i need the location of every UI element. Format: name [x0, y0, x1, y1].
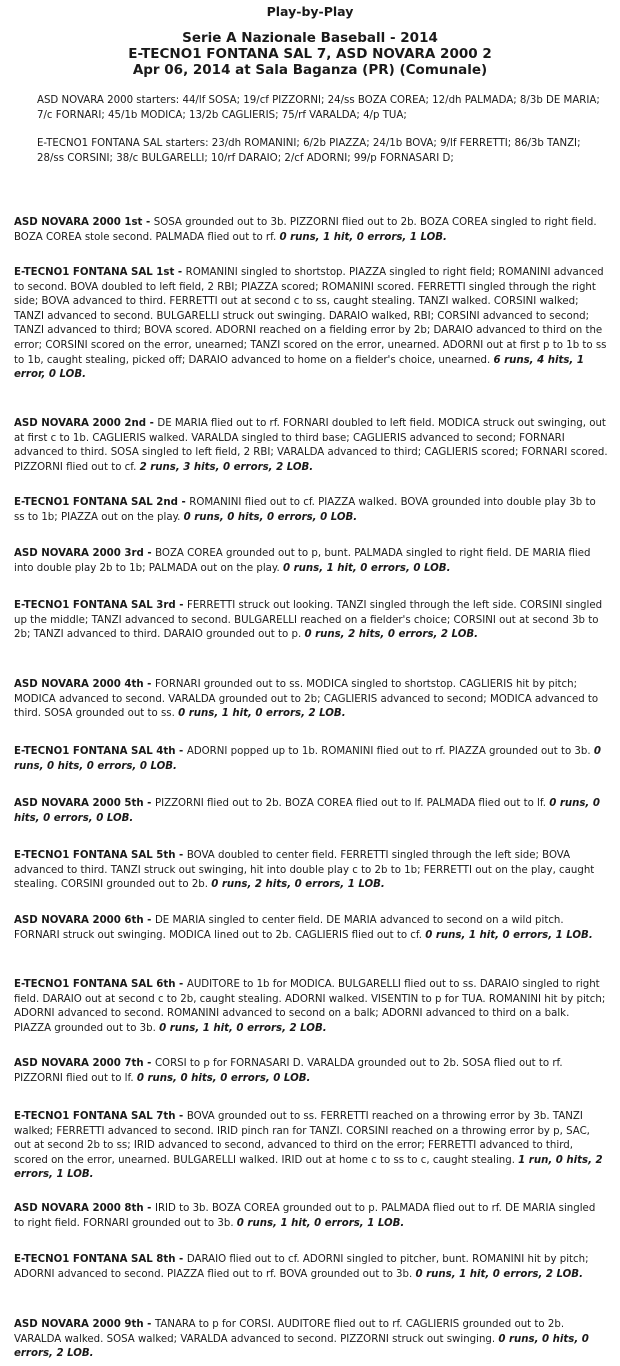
inning-plays: AUDITORE to 1b for MODICA. BULGARELLI flied out to ss. DARAIO singled to right field. DARAIO out at second c to 2b, caught stealing. ADORNI walked. VISENTIN to p for TUA. ROMANINI hit by pitch; ADORNI advanced to second. ROMANINI advanced to second on a balk; ADORNI advanced to third on a balk. PIAZZA grounded out to 3b.: [14, 979, 606, 1034]
inning-plays: ROMANINI singled to shortstop. PIAZZA singled to right field; ROMANINI advanced to second. BOVA doubled to left field, 2 RBI; PIAZZA scored; ROMANINI scored. FERRETTI singled through the right side; BOVA advanced to third. FERRETTI out at second c to ss, caught stealing. TANZI walked. CORSINI walked; TANZI advanced to second. BULGARELLI struck out swinging. DARAIO walked, RBI; CORSINI advanced to second; TANZI advanced to third; BOVA scored. ADORNI reached on a fielding error by 2b; DARAIO advanced to third on the error; CORSINI scored on the error, unearned; TANZI scored on the error, unearned. ADORNI out at first p to 1b to ss to 1b, caught stealing, picked off; DARAIO advanced to home on a fielder's choice, unearned.: [14, 267, 607, 366]
inning-separator: -: [175, 600, 188, 611]
inning-plays: CORSI to p for FORNASARI D. VARALDA grounded out to 2b. SOSA flied out to rf. PIZZORNI flied out to lf.: [14, 1058, 563, 1084]
inning-team-label: E-TECNO1 FONTANA SAL 1st: [14, 267, 175, 278]
inning-plays: BOZA COREA grounded out to p, bunt. PALMADA singled to right field. DE MARIA flied into double play 2b to 1b; PALMADA out on the play.: [14, 548, 591, 574]
inning-separator: -: [143, 548, 156, 559]
inning-team-label: ASD NOVARA 2000 8th: [14, 1203, 144, 1214]
game-date-venue: Apr 06, 2014 at Sala Baganza (PR) (Comunale): [132, 62, 488, 78]
inning-summary: 2 runs, 3 hits, 0 errors, 2 LOB.: [139, 461, 314, 473]
inning-team-label: E-TECNO1 FONTANA SAL 3rd: [14, 600, 176, 611]
inning-paragraph: [14, 849, 608, 893]
inning-paragraph: [14, 547, 608, 576]
starters-section: [37, 94, 600, 166]
inning-paragraph: [14, 1110, 608, 1183]
inning-summary: 0 runs, 1 hit, 0 errors, 2 LOB.: [178, 708, 346, 720]
inning-paragraph: [14, 1202, 608, 1231]
inning-separator: -: [175, 850, 187, 861]
inning-summary: 0 runs, 0 hits, 0 errors, 0 LOB.: [183, 511, 358, 523]
inning-summary: 0 runs, 2 hits, 0 errors, 1 LOB.: [211, 879, 385, 891]
inning-team-label: E-TECNO1 FONTANA SAL 5th: [14, 850, 176, 861]
inning-paragraph: [14, 1318, 608, 1362]
inning-separator: -: [146, 418, 158, 429]
inning-plays: DARAIO flied out to cf. ADORNI singled to pitcher, bunt. ROMANINI hit by pitch; ADORNI advanced to second. PIAZZA flied out to rf. BOVA grounded out to 3b.: [14, 1254, 589, 1280]
inning-summary: 0 runs, 0 hits, 0 errors, 2 LOB.: [14, 1333, 589, 1360]
inning-team-label: ASD NOVARA 2000 2nd: [14, 418, 147, 429]
inning-separator: -: [143, 915, 155, 926]
inning-plays: ADORNI popped up to 1b. ROMANINI flied out to rf. PIAZZA grounded out to 3b.: [186, 746, 594, 757]
inning-paragraph: [14, 1057, 608, 1086]
inning-separator: -: [143, 679, 155, 690]
inning-paragraph: [14, 745, 608, 774]
inning-plays: BOVA doubled to center field. FERRETTI singled through the left side; BOVA advanced to third. TANZI struck out swinging, hit into double play c to 2b to 1b; FERRETTI out on the play, caught stealing. CORSINI grounded out to 2b.: [14, 850, 595, 891]
inning-paragraph: [14, 678, 608, 722]
inning-team-label: ASD NOVARA 2000 5th: [14, 798, 144, 809]
page-title: Play-by-Play: [266, 4, 354, 19]
inning-summary: 0 runs, 1 hit, 0 errors, 1 LOB.: [279, 231, 447, 243]
inning-paragraph: [14, 417, 608, 475]
inning-summary: 0 runs, 1 hit, 0 errors, 2 LOB.: [415, 1268, 583, 1280]
inning-team-label: E-TECNO1 FONTANA SAL 2nd: [14, 497, 178, 508]
league-title: Serie A Nazionale Baseball - 2014: [182, 30, 438, 46]
inning-summary: 0 runs, 1 hit, 0 errors, 2 LOB.: [159, 1022, 327, 1034]
inning-plays: DE MARIA flied out to rf. FORNARI doubled to left field. MODICA struck out swinging, out at first c to 1b. CAGLIERIS walked. VARALDA singled to third base; CAGLIERIS advanced to second; FORNARI advanced to third. SOSA singled to left field, 2 RBI; VARALDA advanced to third; CAGLIERIS scored; FORNARI scored. PIZZORNI flied out to cf.: [14, 418, 608, 473]
inning-team-label: ASD NOVARA 2000 3rd: [14, 548, 144, 559]
inning-plays: FORNARI grounded out to ss. MODICA singled to shortstop. CAGLIERIS hit by pitch; MODICA advanced to second. VARALDA grounded out to 2b; CAGLIERIS advanced to second; MODICA advanced to third. SOSA grounded out to ss.: [14, 679, 599, 720]
home-starters: E-TECNO1 FONTANA SAL starters: 23/dh ROMANINI; 6/2b PIAZZA; 24/1b BOVA; 9/lf FERRETTI; 86/3b TANZI; 28/ss CORSINI; 38/c BULGARELLI; 10/rf DARAIO; 2/cf ADORNI; 99/p FORNASARI D;: [37, 138, 581, 164]
inning-summary: 1 run, 0 hits, 2 errors, 1 LOB.: [14, 1154, 603, 1181]
inning-team-label: ASD NOVARA 2000 9th: [14, 1319, 144, 1330]
inning-paragraph: [14, 496, 608, 525]
inning-separator: -: [175, 746, 187, 757]
inning-plays: BOVA grounded out to ss. FERRETTI reached on a throwing error by 3b. TANZI walked; FERRETTI advanced to second. IRID pinch ran for TANZI. CORSINI reached on a throwing error by p, SAC, out at second 2b to ss; IRID advanced to second, advanced to third on the error; FERRETTI advanced to third, scored on the error, unearned. BULGARELLI walked. IRID out at home c to ss to c, caught stealing.: [14, 1111, 590, 1166]
inning-separator: -: [177, 497, 190, 508]
inning-separator: -: [174, 267, 186, 278]
inning-summary: 0 runs, 0 hits, 0 errors, 0 LOB.: [14, 746, 601, 772]
inning-separator: -: [175, 979, 187, 990]
away-starters: ASD NOVARA 2000 starters: 44/lf SOSA; 19/cf PIZZORNI; 24/ss BOZA COREA; 12/dh PALMADA; 8/3b DE MARIA; 7/c FORNARI; 45/1b MODICA; 13/2b CAGLIERIS; 75/rf VARALDA; 4/p TUA;: [37, 95, 600, 121]
inning-separator: -: [143, 1203, 155, 1214]
inning-summary: 6 runs, 4 hits, 1 error, 0 LOB.: [14, 354, 584, 381]
document-header: [0, 4, 620, 78]
inning-team-label: E-TECNO1 FONTANA SAL 7th: [14, 1111, 176, 1122]
inning-paragraph: [14, 914, 608, 943]
final-score: E-TECNO1 FONTANA SAL 7, ASD NOVARA 2000 2: [128, 46, 492, 62]
inning-plays: FERRETTI struck out looking. TANZI singled through the left side. CORSINI singled up the middle; TANZI advanced to second. BULGARELLI reached on a fielder's choice; CORSINI out at second 3b to 2b; TANZI advanced to third. DARAIO grounded out to p.: [14, 600, 603, 641]
inning-separator: -: [175, 1111, 187, 1122]
inning-separator: -: [175, 1254, 187, 1265]
inning-plays: SOSA grounded out to 3b. PIZZORNI flied out to 2b. BOZA COREA singled to right field. BOZA COREA stole second. PALMADA flied out to rf.: [14, 217, 597, 243]
inning-paragraph: [14, 266, 608, 383]
inning-team-label: E-TECNO1 FONTANA SAL 8th: [14, 1254, 176, 1265]
inning-separator: -: [143, 798, 155, 809]
inning-paragraph: [14, 978, 608, 1036]
inning-plays: PIZZORNI flied out to 2b. BOZA COREA flied out to lf. PALMADA flied out to lf.: [154, 798, 550, 809]
inning-paragraph: [14, 1253, 608, 1282]
inning-team-label: ASD NOVARA 2000 4th: [14, 679, 144, 690]
inning-summary: 0 runs, 0 hits, 0 errors, 0 LOB.: [14, 798, 600, 824]
inning-plays: DE MARIA singled to center field. DE MARIA advanced to second on a wild pitch. FORNARI struck out swinging. MODICA lined out to 2b. CAGLIERIS flied out to cf.: [14, 915, 564, 941]
inning-summary: 0 runs, 1 hit, 0 errors, 1 LOB.: [425, 929, 593, 941]
inning-plays: IRID to 3b. BOZA COREA grounded out to p. PALMADA flied out to rf. DE MARIA singled to right field. FORNARI grounded out to 3b.: [14, 1203, 596, 1229]
inning-separator: -: [143, 1058, 155, 1069]
inning-paragraph: [14, 216, 608, 245]
inning-summary: 0 runs, 2 hits, 0 errors, 2 LOB.: [304, 629, 478, 641]
inning-summary: 0 runs, 1 hit, 0 errors, 0 LOB.: [282, 562, 451, 574]
inning-summary: 0 runs, 1 hit, 0 errors, 1 LOB.: [236, 1217, 405, 1229]
inning-team-label: E-TECNO1 FONTANA SAL 6th: [14, 979, 176, 990]
inning-plays: ROMANINI flied out to cf. PIAZZA walked. BOVA grounded into double play 3b to ss to 1b; PIAZZA out on the play.: [14, 497, 596, 523]
inning-team-label: ASD NOVARA 2000 7th: [14, 1058, 144, 1069]
inning-separator: -: [143, 1319, 155, 1330]
inning-plays: TANARA to p for CORSI. AUDITORE flied out to rf. CAGLIERIS grounded out to 2b. VARALDA walked. SOSA walked; VARALDA advanced to second. PIZZORNI struck out swinging.: [14, 1319, 565, 1345]
inning-separator: -: [142, 217, 154, 228]
inning-team-label: ASD NOVARA 2000 6th: [14, 915, 144, 926]
inning-summary: 0 runs, 0 hits, 0 errors, 0 LOB.: [136, 1072, 311, 1084]
inning-team-label: ASD NOVARA 2000 1st: [14, 217, 143, 228]
inning-team-label: E-TECNO1 FONTANA SAL 4th: [14, 746, 176, 757]
inning-paragraph: [14, 599, 608, 643]
inning-paragraph: [14, 797, 608, 826]
